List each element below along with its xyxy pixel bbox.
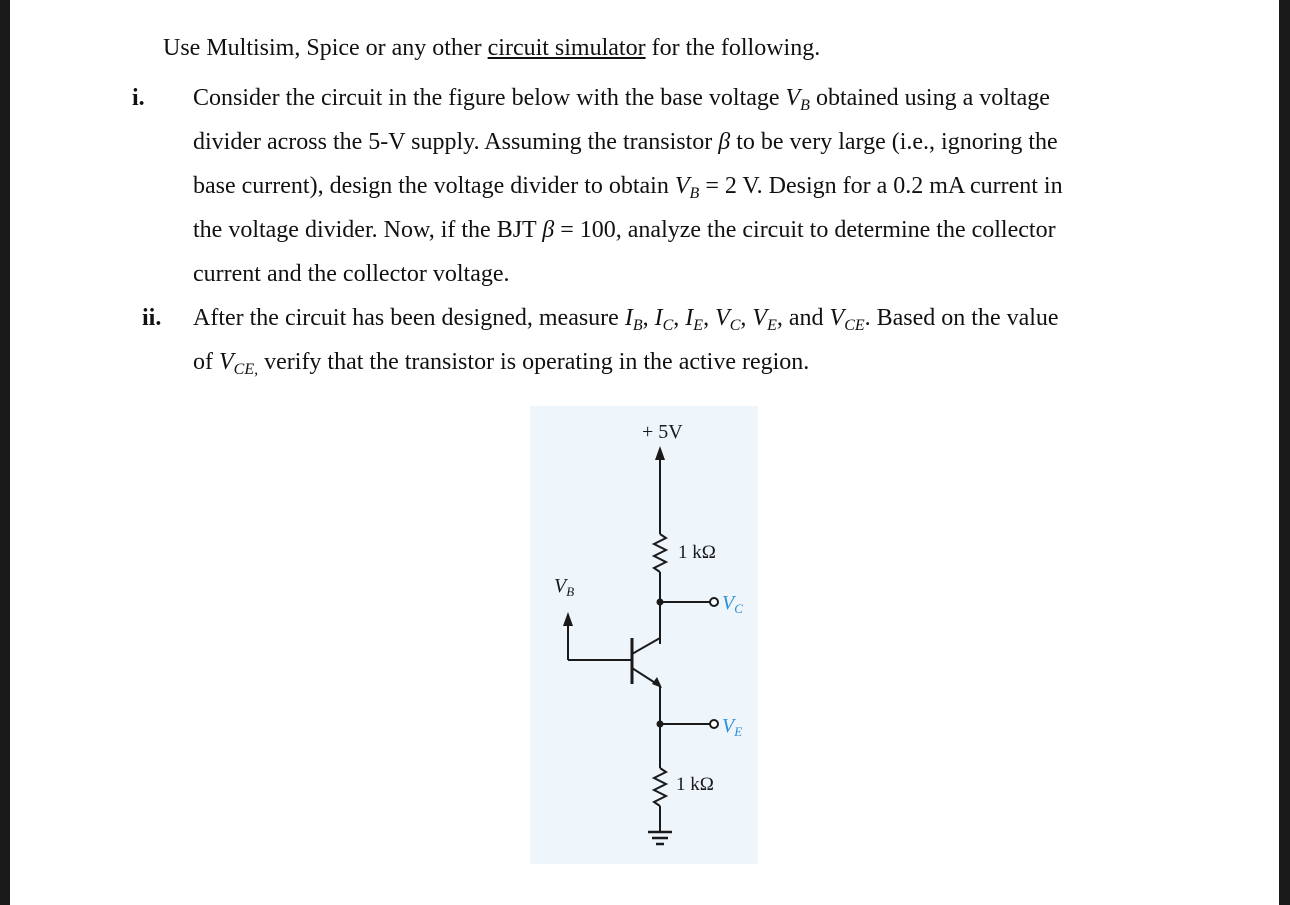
intro-prefix: Use Multisim, Spice or any other [163,35,488,61]
item-1-line-4: the voltage divider. Now, if the BJT β = 100, analyze the circuit to determine the collector [193,217,1056,243]
supply-arrow-icon [655,446,665,460]
vb-arrow-icon [563,612,573,626]
item-1-line-3: base current), design the voltage divider to obtain $V_B = 2$ V. Design for a 0.2 mA current in [193,173,1063,202]
rc-resistor [654,534,666,572]
document-page [10,0,1279,905]
item-1-line-2: divider across the 5-V supply. Assuming the transistor β to be very large (i.e., ignoring the [193,129,1058,155]
re-label: 1 kΩ [676,774,714,795]
rc-label: 1 kΩ [678,542,716,563]
item-2-line-1: After the circuit has been designed, measure $I_B$, $I_C$, $I_E$, $V_C$, $V_E$, and $V_{CE}$. Based on the value [193,305,1059,334]
circuit-figure [530,406,758,864]
circuit-simulator-link[interactable]: circuit simulator [487,35,646,61]
circuit-diagram [530,406,758,864]
vb-label: $V_B$ [554,575,575,599]
intro-line [163,33,820,63]
item-1-marker: i. [132,85,145,111]
intro-suffix: for the following. [645,35,821,61]
item-1-line-5: current and the collector voltage. [193,261,510,287]
item-2-marker: ii. [142,305,162,331]
collector-lead [632,638,660,654]
vc-label: $V_C$ [722,592,743,616]
re-resistor [654,768,666,806]
ve-terminal [710,720,718,728]
supply-label: + 5V [642,421,683,443]
vc-terminal [710,598,718,606]
item-2-line-2: of $V_{CE,}$ verify that the transistor is operating in the active region. [193,349,810,378]
item-1-line-1: Consider the circuit in the figure below with the base voltage $V_B$ obtained using a voltage [193,85,1050,114]
ve-label: $V_E$ [722,715,743,739]
